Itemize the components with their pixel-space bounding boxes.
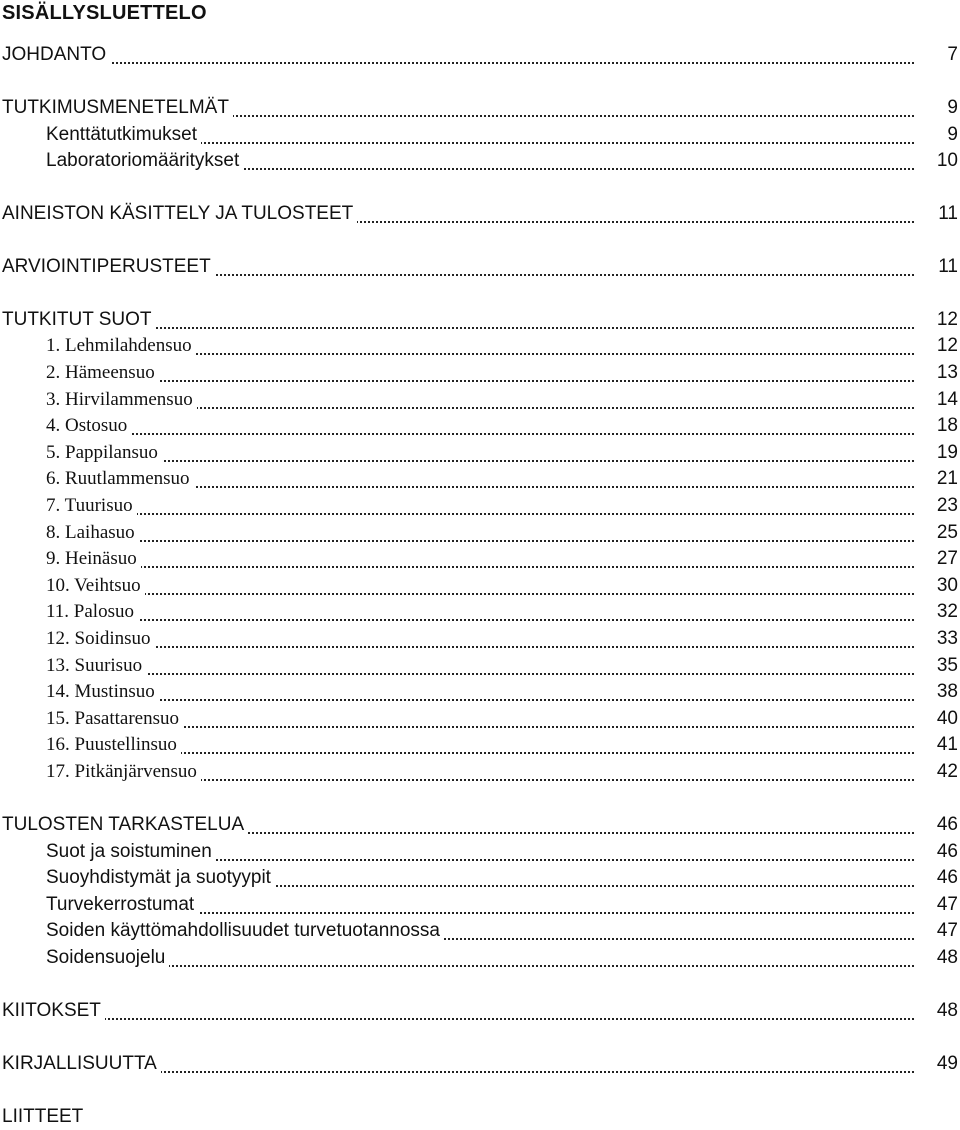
toc-entry xyxy=(0,122,960,148)
toc-entry-title: Soiden käyttömahdollisuudet turvetuotannossa xyxy=(46,918,444,944)
toc-entry-page-number: 35 xyxy=(936,655,958,676)
toc-entry-title: 7. Tuurisuo xyxy=(46,493,137,519)
toc-entry-title: 1. Lehmilahdensuo xyxy=(46,333,196,359)
toc-dot-leader xyxy=(60,953,914,967)
toc-entry-title: TULOSTEN TARKASTELUA xyxy=(2,812,248,838)
toc-entry-page-number: 30 xyxy=(936,575,958,596)
toc-entry-title: 13. Suurisuo xyxy=(46,653,146,679)
toc-entry-page-number: 40 xyxy=(936,708,958,729)
toc-entry xyxy=(0,466,960,492)
toc-entry-title: 2. Hämeensuo xyxy=(46,360,159,386)
toc-entry xyxy=(0,812,960,838)
toc-entry-page-number: 27 xyxy=(936,548,958,569)
toc-entry xyxy=(0,201,960,227)
toc-entry xyxy=(0,493,960,519)
toc-dot-leader xyxy=(60,634,914,648)
toc-entry xyxy=(0,653,960,679)
toc-entry-page-number: 33 xyxy=(936,628,958,649)
toc-entry-page-number: 46 xyxy=(936,841,958,862)
toc-dot-leader xyxy=(20,1006,914,1020)
toc-entry-page-number: 11 xyxy=(938,256,958,277)
toc-entry-title: 12. Soidinsuo xyxy=(46,626,155,652)
toc-entry-title: TUTKITUT SUOT xyxy=(2,307,156,333)
toc-entry xyxy=(0,706,960,732)
toc-entry-title: TUTKIMUSMENETELMÄT xyxy=(2,95,233,121)
toc-entry-page-number: 41 xyxy=(936,734,958,755)
toc-entry xyxy=(0,333,960,359)
toc-entry xyxy=(0,148,960,174)
toc-entry-page-number: 48 xyxy=(936,947,958,968)
toc-entry-title: KIITOKSET xyxy=(2,998,105,1024)
toc-entry xyxy=(0,546,960,572)
toc-entry xyxy=(0,413,960,439)
toc-entry-page-number: 46 xyxy=(936,867,958,888)
toc-dot-leader xyxy=(60,740,914,754)
toc-entry-title: Laboratoriomääritykset xyxy=(46,148,243,174)
toc-entry-page-number: 12 xyxy=(936,309,958,330)
toc-entry-title: 9. Heinäsuo xyxy=(46,546,141,572)
toc-entry xyxy=(0,1104,960,1130)
toc-entry-title: 8. Laihasuo xyxy=(46,520,139,546)
toc-entry-title: JOHDANTO xyxy=(2,42,110,68)
toc-entry-page-number: 42 xyxy=(936,761,958,782)
toc-dot-leader xyxy=(60,714,914,728)
toc-entry-page-number: 7 xyxy=(947,44,958,65)
toc-entry-page-number: 23 xyxy=(936,495,958,516)
toc-dot-leader xyxy=(60,421,914,435)
toc-entry-title: 6. Ruutlammensuo xyxy=(46,466,194,492)
toc-entry-title: Suot ja soistuminen xyxy=(46,839,216,865)
toc-entry-page-number: 25 xyxy=(936,522,958,543)
toc-entry-page-number: 38 xyxy=(936,681,958,702)
toc-entry xyxy=(0,679,960,705)
toc-entry xyxy=(0,573,960,599)
toc-entry-page-number: 9 xyxy=(947,124,958,145)
toc-entry-title: 14. Mustinsuo xyxy=(46,679,159,705)
toc-entry-title: 5. Pappilansuo xyxy=(46,440,162,466)
toc-entry-title: KIRJALLISUUTTA xyxy=(2,1051,161,1077)
toc-entry xyxy=(0,892,960,918)
toc-entry-page-number: 19 xyxy=(936,442,958,463)
toc-entry-page-number: 49 xyxy=(936,1053,958,1074)
toc-entry-title: 16. Puustellinsuo xyxy=(46,732,181,758)
toc-dot-leader xyxy=(60,448,914,462)
toc-entry xyxy=(0,865,960,891)
toc-entry xyxy=(0,95,960,121)
toc-entry-page-number: 47 xyxy=(936,920,958,941)
toc-entry xyxy=(0,387,960,413)
toc-entry-title: 11. Palosuo xyxy=(46,599,138,625)
toc-entry-title: Turvekerrostumat xyxy=(46,892,198,918)
page-title: SISÄLLYSLUETTELO xyxy=(2,2,207,24)
toc-entry-page-number: 13 xyxy=(936,362,958,383)
toc-dot-leader xyxy=(60,607,914,621)
toc-entry-page-number: 18 xyxy=(936,415,958,436)
toc-entry-page-number: 46 xyxy=(936,814,958,835)
toc-entry-page-number: 9 xyxy=(947,97,958,118)
toc-entry xyxy=(0,520,960,546)
toc-entry-title: ARVIOINTIPERUSTEET xyxy=(2,254,215,280)
toc-entry-title: AINEISTON KÄSITTELY JA TULOSTEET xyxy=(2,201,357,227)
toc-entry xyxy=(0,254,960,280)
toc-entry-title: Soidensuojelu xyxy=(46,945,169,971)
toc-dot-leader xyxy=(60,581,914,595)
toc-entry xyxy=(0,1051,960,1077)
toc-dot-leader xyxy=(60,501,914,515)
toc-entry xyxy=(0,42,960,68)
toc-entry xyxy=(0,360,960,386)
toc-entry xyxy=(0,626,960,652)
toc-entry-page-number: 11 xyxy=(938,203,958,224)
toc-dot-leader xyxy=(60,554,914,568)
toc-entry-page-number: 12 xyxy=(936,335,958,356)
toc-entry-page-number: 14 xyxy=(936,389,958,410)
toc-entry xyxy=(0,998,960,1024)
toc-dot-leader xyxy=(20,50,914,64)
toc-entry-page-number: 21 xyxy=(936,468,958,489)
toc-entry-title: Kenttätutkimukset xyxy=(46,122,201,148)
toc-entry-title: Suoyhdistymät ja suotyypit xyxy=(46,865,275,891)
toc-entry-page-number: 10 xyxy=(936,150,958,171)
toc-dot-leader xyxy=(60,661,914,675)
toc-entry xyxy=(0,440,960,466)
toc-entry-title: LIITTEET xyxy=(2,1104,87,1130)
toc-entry xyxy=(0,599,960,625)
toc-entry xyxy=(0,307,960,333)
toc-entry-title: 17. Pitkänjärvensuo xyxy=(46,759,201,785)
toc-entry xyxy=(0,759,960,785)
toc-entry xyxy=(0,918,960,944)
toc-dot-leader xyxy=(60,368,914,382)
toc-entry-title: 15. Pasattarensuo xyxy=(46,706,183,732)
toc-entry-title: 10. Veihtsuo xyxy=(46,573,145,599)
toc-entry xyxy=(0,945,960,971)
toc-entry-page-number: 47 xyxy=(936,894,958,915)
toc-entry-page-number: 48 xyxy=(936,1000,958,1021)
toc-entry-title: 3. Hirvilammensuo xyxy=(46,387,197,413)
toc-dot-leader xyxy=(60,687,914,701)
toc-entry xyxy=(0,839,960,865)
toc-entry xyxy=(0,732,960,758)
toc-dot-leader xyxy=(60,528,914,542)
toc-entry-page-number: 32 xyxy=(936,601,958,622)
toc-entry-title: 4. Ostosuo xyxy=(46,413,131,439)
